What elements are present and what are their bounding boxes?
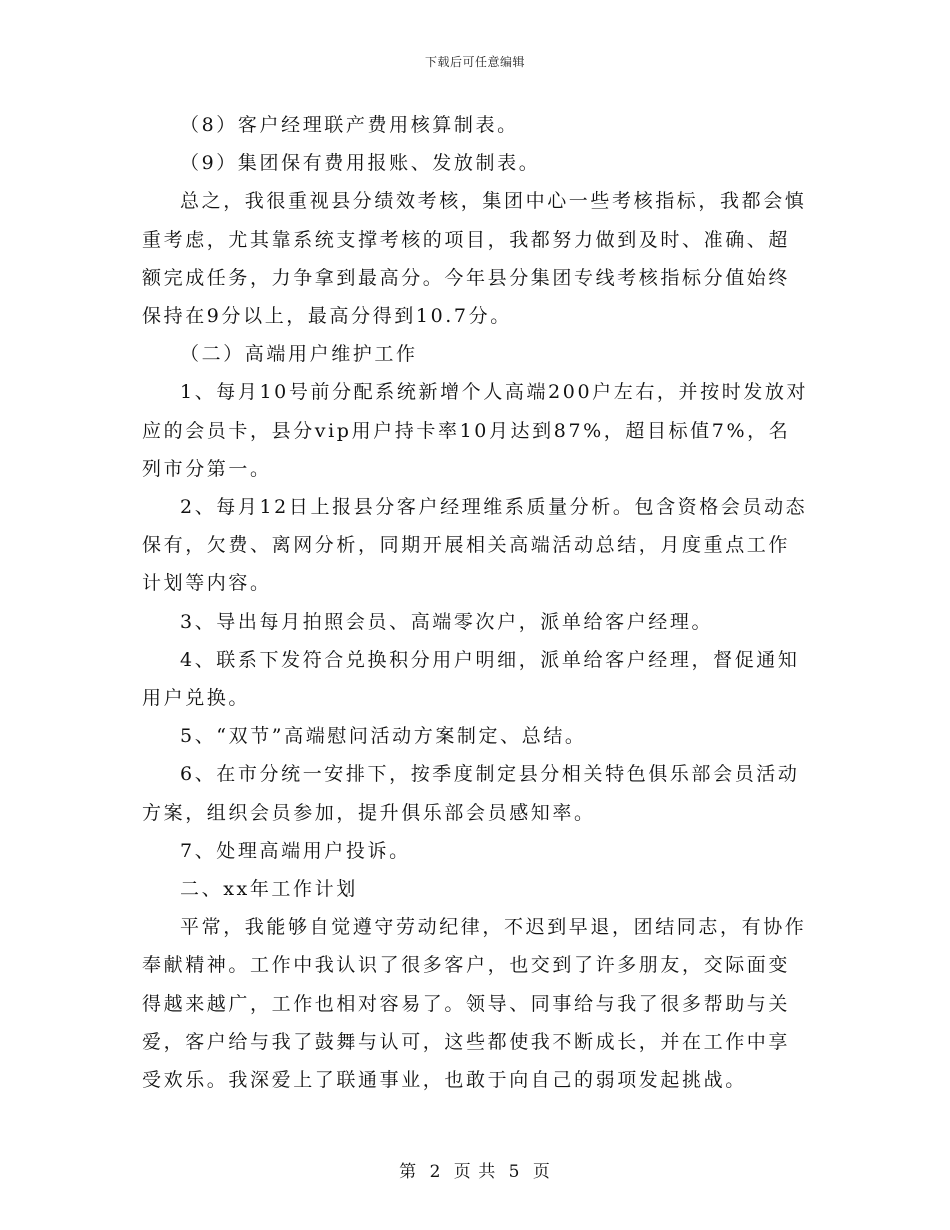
document-body — [142, 106, 810, 1099]
page-footer — [0, 1157, 950, 1182]
paragraph: （9）集团保有费用报账、发放制表。 — [180, 152, 541, 175]
paragraph: 平常，我能够自觉遵守劳动纪律，不迟到早退，团结同志，有协作奉献精神。工作中我认识了很多客户，也交到了许多朋友，交际面变得越来越广，工作也相对容易了。领导、同事给与我了很多帮助与关爱，客户给与我了鼓舞与认可，这些都使我不断成长，并在工作中享受欢乐。我深爱上了联通事业，也敢于向自己的弱项发起挑战。 — [142, 916, 807, 1092]
paragraph: 总之，我很重视县分绩效考核，集团中心一些考核指标，我都会慎重考虑，尤其靠系统支撑考核的项目，我都努力做到及时、准确、超额完成任务，力争拿到最高分。今年县分集团专线考核指标分值始终保持在9分以上，最高分得到10.7分。 — [142, 190, 807, 328]
footer-page-number: 2 — [429, 1162, 442, 1182]
paragraph: 4、联系下发符合兑换积分用户明细，派单给客户经理，督促通知用户兑换。 — [142, 648, 800, 710]
footer-suffix: 页 — [532, 1162, 551, 1182]
paragraph: 7、处理高端用户投诉。 — [180, 839, 411, 862]
paragraph: 2、每月12日上报县分客户经理维系质量分析。包含资格会员动态保有，欠费、离网分析，同期开展相关高端活动总结，月度重点工作计划等内容。 — [142, 496, 808, 595]
paragraph: 1、每月10号前分配系统新增个人高端200户左右，并按时发放对应的会员卡，县分vip用户持卡率10月达到87%，超目标值7%，名列市分第一。 — [142, 381, 809, 480]
paragraph: 5、“双节”高端慰问活动方案制定、总结。 — [180, 725, 587, 748]
page-header: 下载后可任意编辑 — [424, 55, 525, 69]
section-heading: （二）高端用户维护工作 — [180, 343, 418, 366]
paragraph: 6、在市分统一安排下，按季度制定县分相关特色俱乐部会员活动方案，组织会员参加，提升俱乐部会员感知率。 — [142, 763, 800, 824]
footer-middle: 页 共 — [453, 1162, 497, 1182]
footer-prefix: 第 — [399, 1162, 418, 1182]
footer-total-pages: 5 — [508, 1162, 521, 1182]
paragraph: 3、导出每月拍照会员、高端零次户，派单给客户经理。 — [180, 610, 714, 633]
section-heading: 二、xx年工作计划 — [180, 878, 358, 901]
paragraph: （8）客户经理联产费用核算制表。 — [180, 114, 519, 136]
